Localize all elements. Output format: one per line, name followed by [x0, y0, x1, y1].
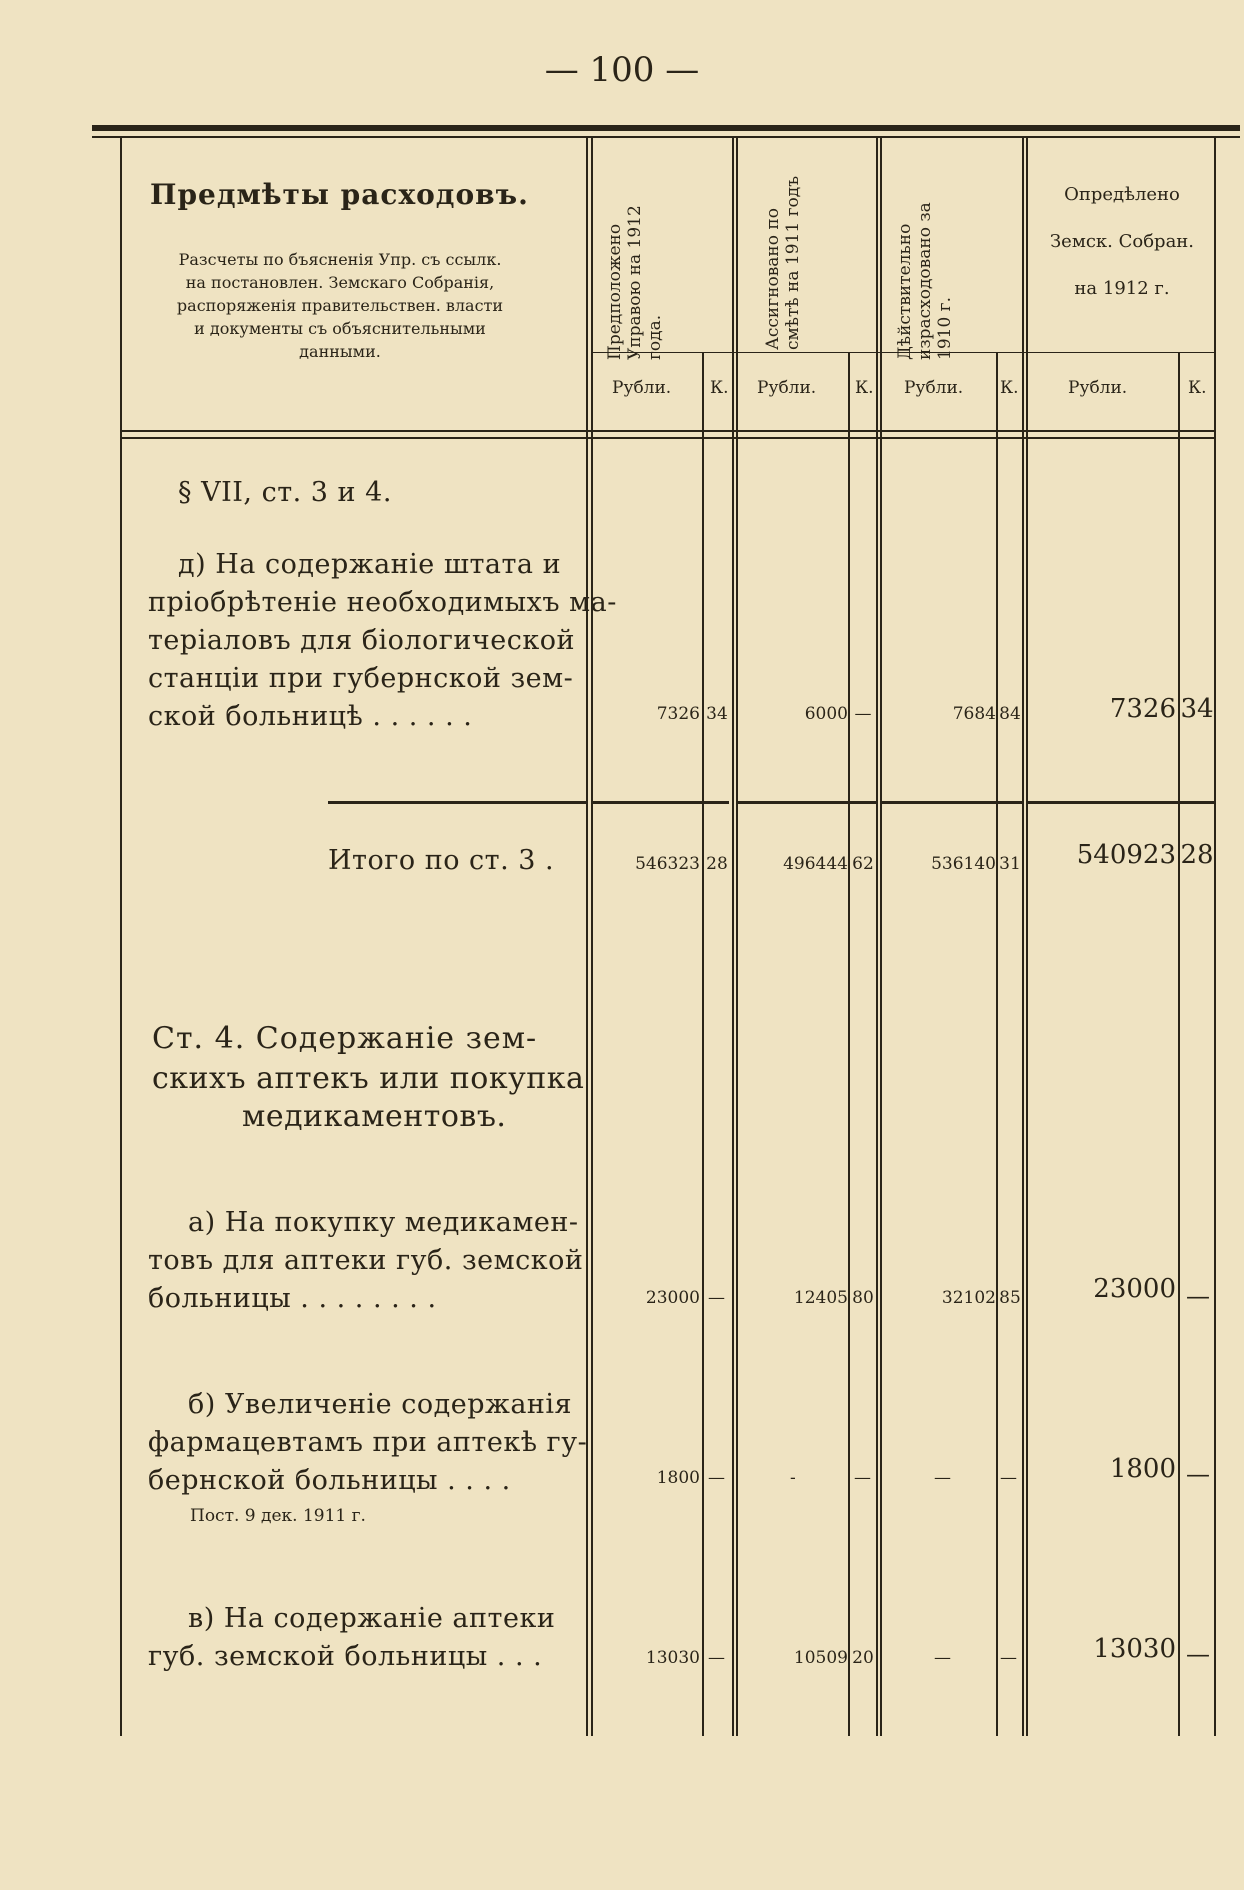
total-assigned-kop: 62 [852, 854, 874, 874]
row-a-assigned-kop: 80 [852, 1288, 874, 1308]
row-a-actual-rub: 32102 [941, 1288, 996, 1308]
unit-rub-2: Рубли. [757, 378, 817, 398]
row-b-assigned-kop: — [854, 1468, 871, 1488]
section-heading: § VII, ст. 3 и 4. [178, 477, 392, 508]
row-d-line5: ской больницѣ . . . . . . [148, 701, 473, 732]
total-determined-rub: 540923 [1076, 840, 1176, 870]
row-d-assigned-rub: 6000 [804, 704, 848, 724]
table-left-border [120, 138, 122, 1736]
unit-rub-4: Рубли. [1068, 378, 1128, 398]
row-d-line3: теріаловъ для біологической [148, 625, 575, 656]
col-determined-line1: Опредѣлено [1064, 184, 1180, 205]
row-b-actual-rub: — [934, 1468, 951, 1488]
row-a-proposed-kop: — [708, 1288, 725, 1308]
row-d-line2: пріобрѣтеніе необходимыхъ ма- [148, 587, 617, 618]
row-a-determined-rub: 23000 [1093, 1274, 1176, 1304]
table-right-border [1214, 138, 1216, 1736]
row-d-determined-kop: 34 [1180, 694, 1214, 724]
row-v-line1: в) На содержаніе аптеки [188, 1603, 556, 1634]
total-rule-c2 [736, 801, 876, 804]
row-v-actual-kop: — [1000, 1648, 1017, 1668]
row-b-determined-kop: — [1186, 1460, 1210, 1488]
col-divider-2b [736, 138, 738, 1736]
row-v-line2: губ. земской больницы . . . [148, 1641, 543, 1672]
row-b-assigned-rub: - [790, 1468, 796, 1488]
total-rule-text [328, 801, 586, 804]
row-v-proposed-rub: 13030 [645, 1648, 700, 1668]
col-determined-line3: на 1912 г. [1074, 278, 1170, 299]
row-a-actual-kop: 85 [999, 1288, 1021, 1308]
total-rule-c1 [591, 801, 729, 804]
row-d-actual-kop: 84 [999, 704, 1021, 724]
header-bottom-rule-1 [120, 430, 1214, 432]
row-a-assigned-rub: 12405 [793, 1288, 848, 1308]
col-divider-4 [1022, 138, 1024, 1736]
col-subjects-title: Предмѣты расходовъ. [150, 178, 529, 211]
total-proposed-kop: 28 [706, 854, 728, 874]
row-d-assigned-kop: — [854, 704, 872, 724]
col-divider-1 [586, 138, 588, 1736]
kop-divider-4 [1178, 352, 1180, 1736]
col-subjects-subtitle: Разсчеты по бъясненія Упр. съ ссылк. на постановлен. Земскаго Собранія, распоряженія правительствен. власти и документы съ объяснительными данными. [176, 250, 504, 361]
row-b-determined-rub: 1800 [1109, 1454, 1176, 1484]
row-a-line3: больницы . . . . . . . . [148, 1283, 437, 1314]
row-d-line4: станціи при губернской зем- [148, 663, 574, 694]
col-divider-1b [591, 138, 593, 1736]
row-d-determined-rub: 7326 [1109, 694, 1176, 724]
page-number: — 100 — [544, 50, 700, 90]
kop-divider-1 [702, 352, 704, 1736]
total-actual-kop: 31 [999, 854, 1021, 874]
row-a-determined-kop: — [1186, 1282, 1210, 1310]
row-a-proposed-rub: 23000 [645, 1288, 700, 1308]
row-d-actual-rub: 7684 [952, 704, 996, 724]
row-b-resolution-note: Пост. 9 дек. 1911 г. [190, 1506, 366, 1526]
col-divider-2 [732, 138, 734, 1736]
col-actual-header: Дѣйствительно израсходовано за 1910 г. [895, 202, 955, 360]
total-label: Итого по ст. 3 . [328, 845, 555, 876]
row-v-assigned-rub: 10509 [793, 1648, 848, 1668]
top-rule-thin [92, 136, 1240, 138]
row-b-line1: б) Увеличеніе содержанія [188, 1389, 573, 1420]
unit-rub-3: Рубли. [904, 378, 964, 398]
row-v-assigned-kop: 20 [852, 1648, 874, 1668]
total-proposed-rub: 546323 [635, 854, 700, 874]
unit-rub-1: Рубли. [612, 378, 672, 398]
total-assigned-rub: 496444 [783, 854, 848, 874]
header-bottom-rule-2 [120, 437, 1214, 439]
col-assigned-header: Ассигновано по смѣтѣ на 1911 годъ [763, 175, 803, 350]
article-4-line2: скихъ аптекъ или покупка [152, 1061, 585, 1096]
row-b-line3: бернской больницы . . . . [148, 1465, 511, 1496]
kop-divider-3 [996, 352, 998, 1736]
col-divider-3 [876, 138, 878, 1736]
col-determined-line2: Земск. Собран. [1049, 231, 1195, 252]
total-actual-rub: 536140 [931, 854, 996, 874]
article-4-line1: Ст. 4. Содержаніе зем- [152, 1021, 538, 1056]
row-d-line1: д) На содержаніе штата и [178, 549, 562, 580]
col-divider-4b [1026, 138, 1028, 1736]
article-4-line3: медикаментовъ. [242, 1099, 507, 1134]
unit-kop-1: К. [710, 378, 729, 398]
row-b-line2: фармацевтамъ при аптекѣ гу- [148, 1427, 588, 1458]
total-rule-c4 [1026, 801, 1214, 804]
col-proposed-header: Предположено Управою на 1912 года. [605, 205, 665, 360]
total-determined-kop: 28 [1180, 840, 1214, 870]
row-a-line2: товъ для аптеки губ. земской [148, 1245, 584, 1276]
top-rule-thick [92, 125, 1240, 131]
row-d-proposed-kop: 34 [706, 704, 728, 724]
row-b-proposed-kop: — [708, 1468, 725, 1488]
row-v-determined-kop: — [1186, 1640, 1210, 1668]
unit-kop-2: К. [855, 378, 874, 398]
kop-divider-2 [848, 352, 850, 1736]
unit-kop-4: К. [1188, 378, 1207, 398]
col-divider-3b [880, 138, 882, 1736]
row-b-proposed-rub: 1800 [656, 1468, 700, 1488]
row-v-determined-rub: 13030 [1093, 1634, 1176, 1664]
row-d-proposed-rub: 7326 [656, 704, 700, 724]
row-v-actual-rub: — [934, 1648, 951, 1668]
total-rule-c3 [880, 801, 1022, 804]
row-a-line1: а) На покупку медикамен- [188, 1207, 579, 1238]
unit-kop-3: К. [1000, 378, 1019, 398]
row-v-proposed-kop: — [708, 1648, 725, 1668]
row-b-actual-kop: — [1000, 1468, 1017, 1488]
